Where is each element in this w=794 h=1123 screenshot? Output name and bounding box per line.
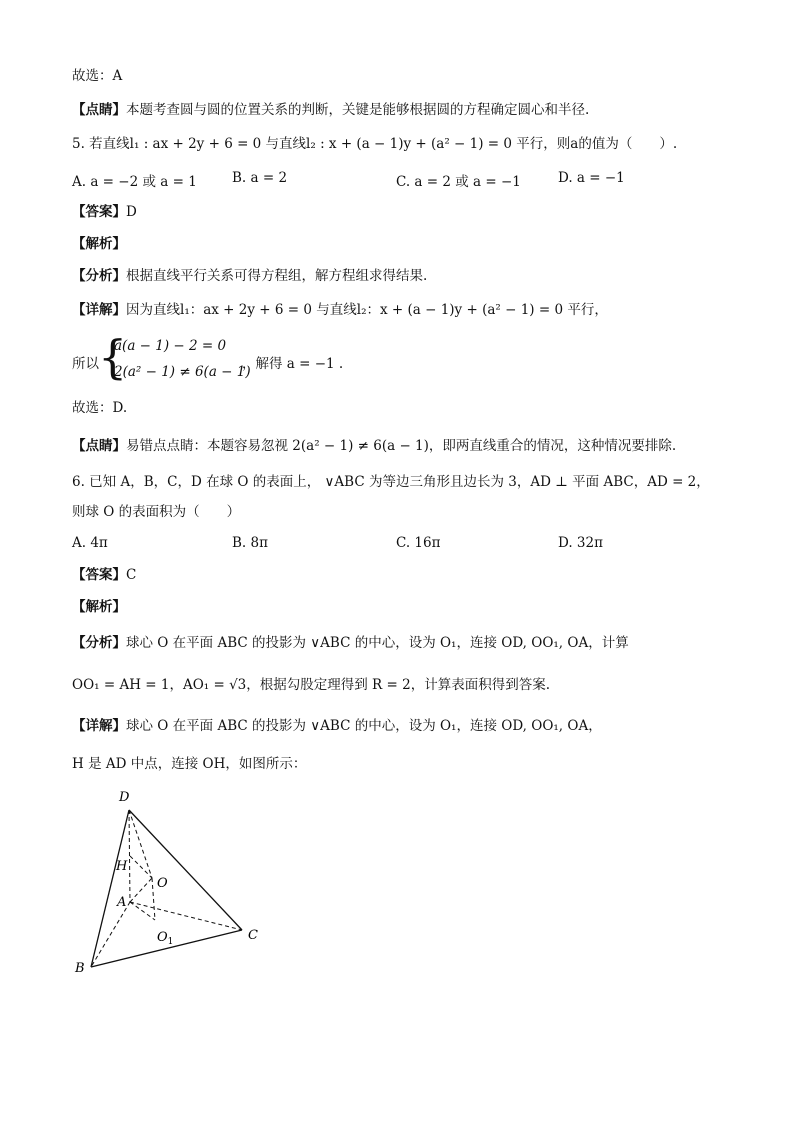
label-o1: $O_1$ bbox=[157, 930, 174, 947]
analysis-heading-5: 【解析】 bbox=[72, 236, 126, 252]
label-o: O bbox=[157, 876, 168, 891]
xiangjie-5: 【详解】因为直线l₁：ax + 2y + 6 = 0 与直线l₂：x + (a − 1)y + (a² − 1) = 0 平行， bbox=[72, 302, 608, 318]
label-a: A bbox=[117, 895, 127, 910]
answer-line-prev: 故选：A bbox=[72, 68, 123, 84]
q5-option-b: B. a = 2 bbox=[232, 170, 288, 186]
tetrahedron-figure bbox=[60, 780, 290, 990]
q5-option-a: A. a = −2 或 a = 1 bbox=[72, 174, 197, 190]
answer-6: 【答案】C bbox=[72, 567, 137, 583]
q6-option-c: C. 16π bbox=[396, 535, 441, 551]
fenxi-6-line1: 【分析】球心 O 在平面 ABC 的投影为 ∨ABC 的中心，设为 O₁，连接 OD, OO₁, OA，计算 bbox=[72, 635, 629, 651]
q5-option-d: D. a = −1 bbox=[558, 170, 625, 186]
segment-do bbox=[129, 810, 152, 878]
comment-5: 【点睛】易错点点睛：本题容易忽视 2(a² − 1) ≠ 6(a − 1)，即两直线重合的情况，这种情况要排除. bbox=[72, 438, 677, 454]
xiangjie-6-line2: H 是 AD 中点，连接 OH，如图所示： bbox=[72, 756, 307, 772]
q6-option-b: B. 8π bbox=[232, 535, 268, 551]
xiangjie-6-line1: 【详解】球心 O 在平面 ABC 的投影为 ∨ABC 的中心，设为 O₁，连接 OD, OO₁, OA， bbox=[72, 718, 602, 734]
question-6-line1: 6. 已知 A，B，C，D 在球 O 的表面上， ∨ABC 为等边三角形且边长为 3，AD ⊥ 平面 ABC，AD = 2， bbox=[72, 474, 710, 490]
q6-option-a: A. 4π bbox=[72, 535, 108, 551]
label-h: H bbox=[116, 859, 128, 874]
fenxi-6-line2: OO₁ = AH = 1，AO₁ = √3，根据勾股定理得到 R = 2，计算表面积得到答案. bbox=[72, 677, 550, 693]
fenxi-5: 【分析】根据直线平行关系可得方程组，解方程组求得结果. bbox=[72, 268, 428, 284]
segment-oo1 bbox=[152, 878, 155, 920]
question-6-line2: 则球 O 的表面积为（ ） bbox=[72, 504, 241, 520]
question-5: 5. 若直线l₁ : ax + 2y + 6 = 0 与直线l₂ : x + (a − 1)y + (a² − 1) = 0 平行，则a的值为（ ）. bbox=[72, 136, 678, 152]
label-d: D bbox=[119, 790, 130, 805]
edge-ab bbox=[91, 902, 130, 967]
label-b: B bbox=[75, 961, 85, 976]
segment-ho bbox=[130, 856, 152, 878]
edge-da bbox=[129, 810, 130, 902]
equation-2: 2(a² − 1) ≠ 6(a − 1) bbox=[114, 364, 251, 380]
q5-option-c: C. a = 2 或 a = −1 bbox=[396, 174, 521, 190]
tag-comment: 【点睛】 bbox=[72, 102, 126, 118]
segment-ao1 bbox=[130, 902, 155, 920]
label-c: C bbox=[248, 928, 258, 943]
brace-symbol: { bbox=[98, 330, 128, 384]
comment-line-prev: 【点睛】本题考查圆与圆的位置关系的判断，关键是能够根据圆的方程确定圆心和半径. bbox=[72, 102, 590, 118]
analysis-heading-6: 【解析】 bbox=[72, 599, 126, 615]
segment-ao bbox=[130, 878, 152, 902]
equation-1: a(a − 1) − 2 = 0 bbox=[114, 338, 227, 354]
answer-line-5: 故选：D. bbox=[72, 400, 128, 416]
edge-dc bbox=[129, 810, 242, 930]
q6-option-d: D. 32π bbox=[558, 535, 603, 551]
edge-db bbox=[91, 810, 129, 967]
edge-ac bbox=[130, 902, 242, 930]
answer-5: 【答案】D bbox=[72, 204, 137, 220]
